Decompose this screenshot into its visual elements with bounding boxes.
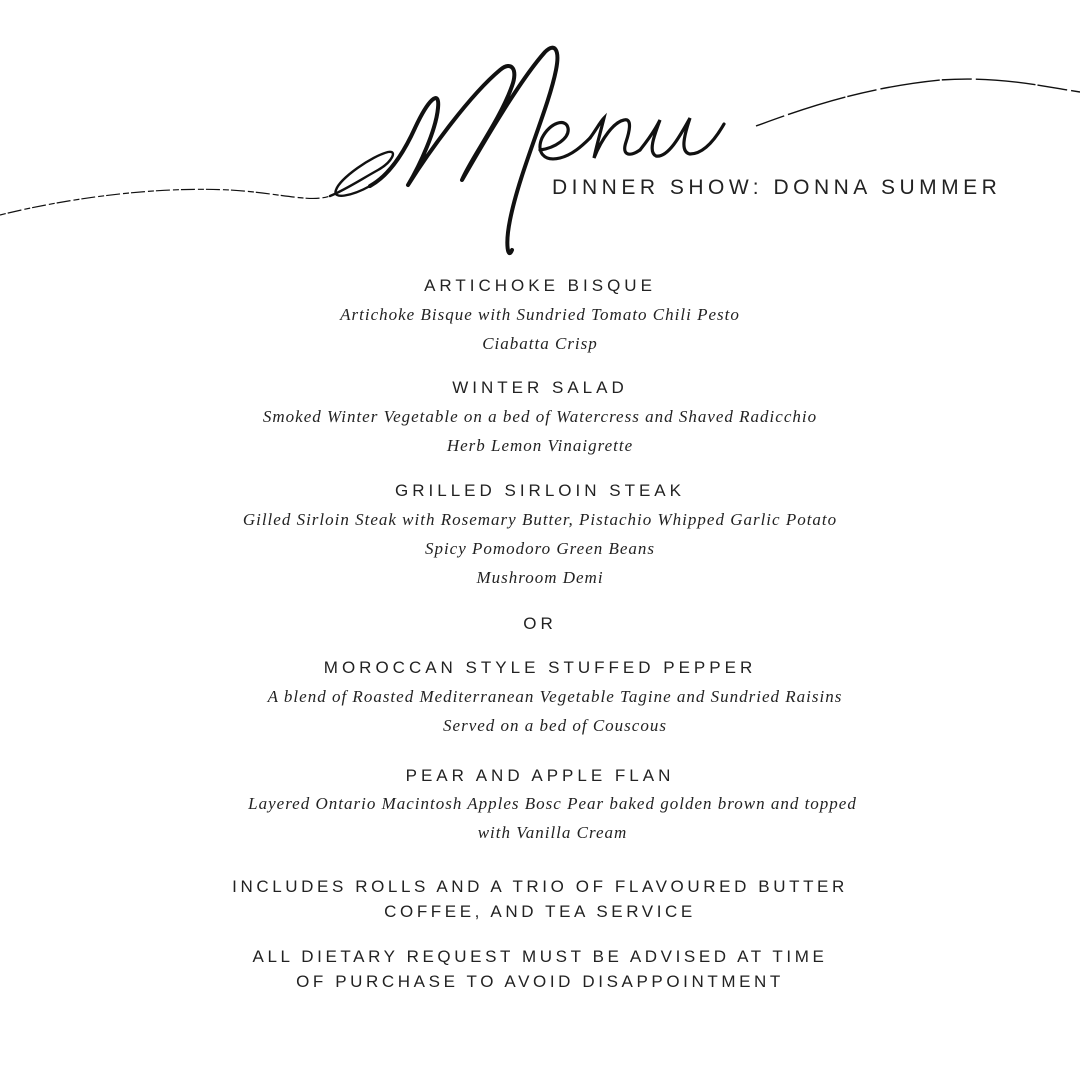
course-description-line: Mushroom Demi (476, 568, 604, 587)
course-description-line: Ciabatta Crisp (482, 334, 598, 353)
course-description-line: Layered Ontario Macintosh Apples Bosc Pear baked golden brown and topped (248, 794, 857, 813)
course-description-line: with Vanilla Cream (477, 823, 628, 842)
course-description-line: Smoked Winter Vegetable on a bed of Watercress and Shaved Radicchio (262, 407, 818, 426)
or-divider: OR (523, 614, 557, 633)
course-title: PEAR AND APPLE FLAN (405, 766, 675, 785)
course-description-line: Served on a bed of Couscous (443, 716, 667, 735)
course-title: ARTICHOKE BISQUE (424, 276, 656, 295)
includes-note-line: INCLUDES ROLLS AND A TRIO OF FLAVOURED BUTTER (232, 877, 848, 896)
dietary-note-line: ALL DIETARY REQUEST MUST BE ADVISED AT TIME (252, 947, 828, 966)
course-description-line: Gilled Sirloin Steak with Rosemary Butter, Pistachio Whipped Garlic Potato (242, 510, 838, 529)
course-title: GRILLED SIRLOIN STEAK (395, 481, 685, 500)
course-title: WINTER SALAD (452, 378, 628, 397)
course-description-line: Spicy Pomodoro Green Beans (424, 539, 656, 558)
dietary-note-line: OF PURCHASE TO AVOID DISAPPOINTMENT (296, 972, 784, 991)
course-description-line: A blend of Roasted Mediterranean Vegetable Tagine and Sundried Raisins (267, 687, 843, 706)
course-description-line: Herb Lemon Vinaigrette (446, 436, 634, 455)
menu-subtitle: DINNER SHOW: DONNA SUMMER (552, 176, 1002, 199)
course-description-line: Artichoke Bisque with Sundried Tomato Chili Pesto (340, 305, 740, 324)
includes-note-line: COFFEE, AND TEA SERVICE (384, 902, 696, 921)
course-title: MOROCCAN STYLE STUFFED PEPPER (323, 658, 757, 677)
menu-script-logo (0, 0, 1080, 280)
